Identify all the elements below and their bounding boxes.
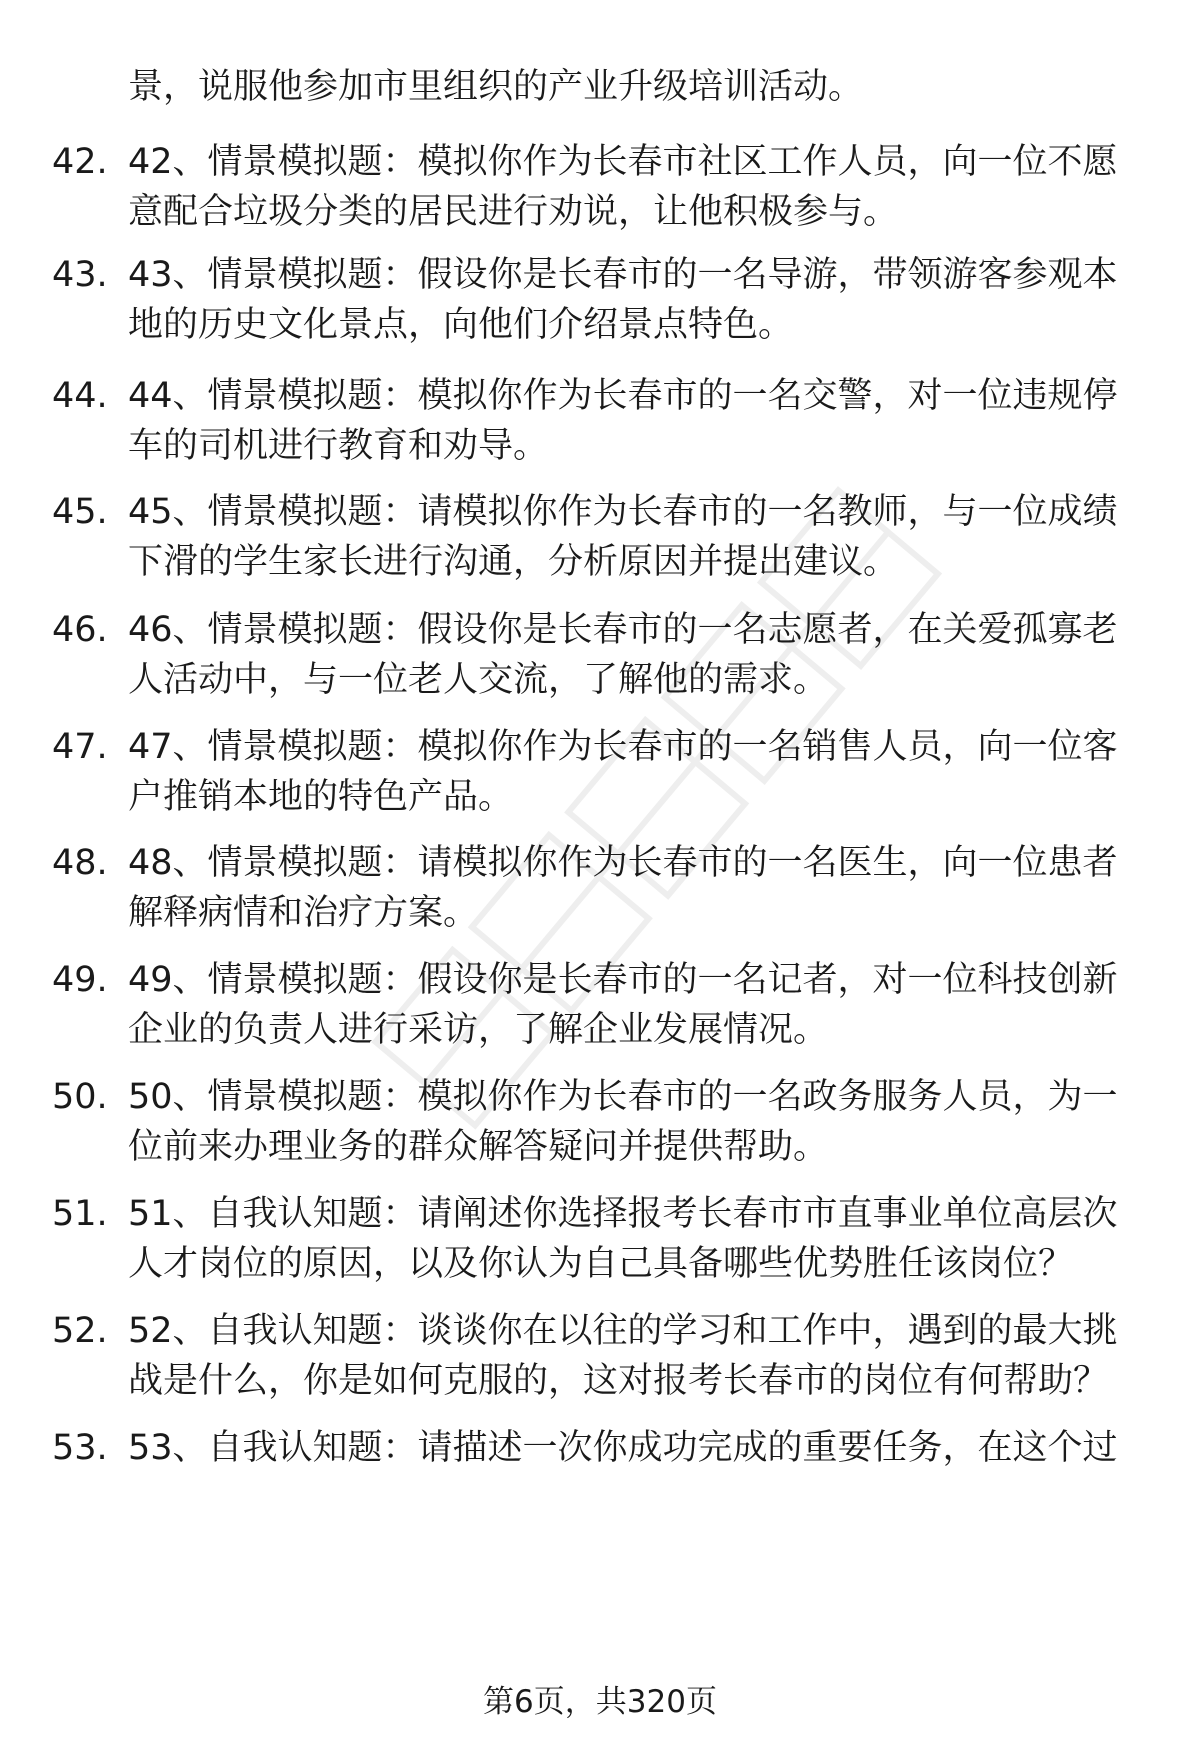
item-number: 43. xyxy=(52,255,108,295)
item-text-line: 44、情景模拟题：模拟你作为长春市的一名交警，对一位违规停 xyxy=(128,376,1118,416)
item-number: 52. xyxy=(52,1311,108,1351)
item-text-line: 人活动中，与一位老人交流，了解他的需求。 xyxy=(128,660,829,700)
item-text-line: 48、情景模拟题：请模拟你作为长春市的一名医生，向一位患者 xyxy=(128,843,1118,883)
item-text-line: 户推销本地的特色产品。 xyxy=(128,777,514,817)
page-footer: 第6页，共320页 xyxy=(483,1684,717,1720)
item-text-line: 50、情景模拟题：模拟你作为长春市的一名政务服务人员，为一 xyxy=(128,1077,1118,1117)
item-number: 48. xyxy=(52,843,108,883)
item-number: 45. xyxy=(52,492,108,532)
item-number: 50. xyxy=(52,1077,108,1117)
item-text-line: 解释病情和治疗方案。 xyxy=(128,893,479,933)
item-text-line: 47、情景模拟题：模拟你作为长春市的一名销售人员，向一位客 xyxy=(128,727,1118,767)
item-text-line: 46、情景模拟题：假设你是长春市的一名志愿者，在关爱孤寡老 xyxy=(128,610,1118,650)
item-text-line: 人才岗位的原因，以及你认为自己具备哪些优势胜任该岗位？ xyxy=(128,1244,1074,1284)
item-text-line: 车的司机进行教育和劝导。 xyxy=(128,426,549,466)
item-number: 42. xyxy=(52,142,108,182)
item-text-line: 下滑的学生家长进行沟通，分析原因并提出建议。 xyxy=(128,542,899,582)
item-text-line: 意配合垃圾分类的居民进行劝说，让他积极参与。 xyxy=(128,192,899,232)
item-text-line: 51、自我认知题：请阐述你选择报考长春市市直事业单位高层次 xyxy=(128,1194,1118,1234)
item-number: 49. xyxy=(52,960,108,1000)
item-text-line: 53、自我认知题：请描述一次你成功完成的重要任务，在这个过 xyxy=(128,1428,1118,1468)
item-text-line: 战是什么，你是如何克服的，这对报考长春市的岗位有何帮助？ xyxy=(128,1361,1109,1401)
item-text-line: 43、情景模拟题：假设你是长春市的一名导游，带领游客参观本 xyxy=(128,255,1118,295)
item-number: 53. xyxy=(52,1428,108,1468)
item-text-line: 45、情景模拟题：请模拟你作为长春市的一名教师，与一位成绩 xyxy=(128,492,1118,532)
item-number: 44. xyxy=(52,376,108,416)
item-text-line: 42、情景模拟题：模拟你作为长春市社区工作人员，向一位不愿 xyxy=(128,142,1118,182)
item-number: 47. xyxy=(52,727,108,767)
item-text-line: 49、情景模拟题：假设你是长春市的一名记者，对一位科技创新 xyxy=(128,960,1118,1000)
item-text-line: 位前来办理业务的群众解答疑问并提供帮助。 xyxy=(128,1127,829,1167)
continuation-text: 景，说服他参加市里组织的产业升级培训活动。 xyxy=(128,67,864,107)
item-number: 51. xyxy=(52,1194,108,1234)
item-text-line: 企业的负责人进行采访，了解企业发展情况。 xyxy=(128,1010,829,1050)
item-text-line: 52、自我认知题：谈谈你在以往的学习和工作中，遇到的最大挑 xyxy=(128,1311,1118,1351)
item-text-line: 地的历史文化景点，向他们介绍景点特色。 xyxy=(128,305,794,345)
item-number: 46. xyxy=(52,610,108,650)
